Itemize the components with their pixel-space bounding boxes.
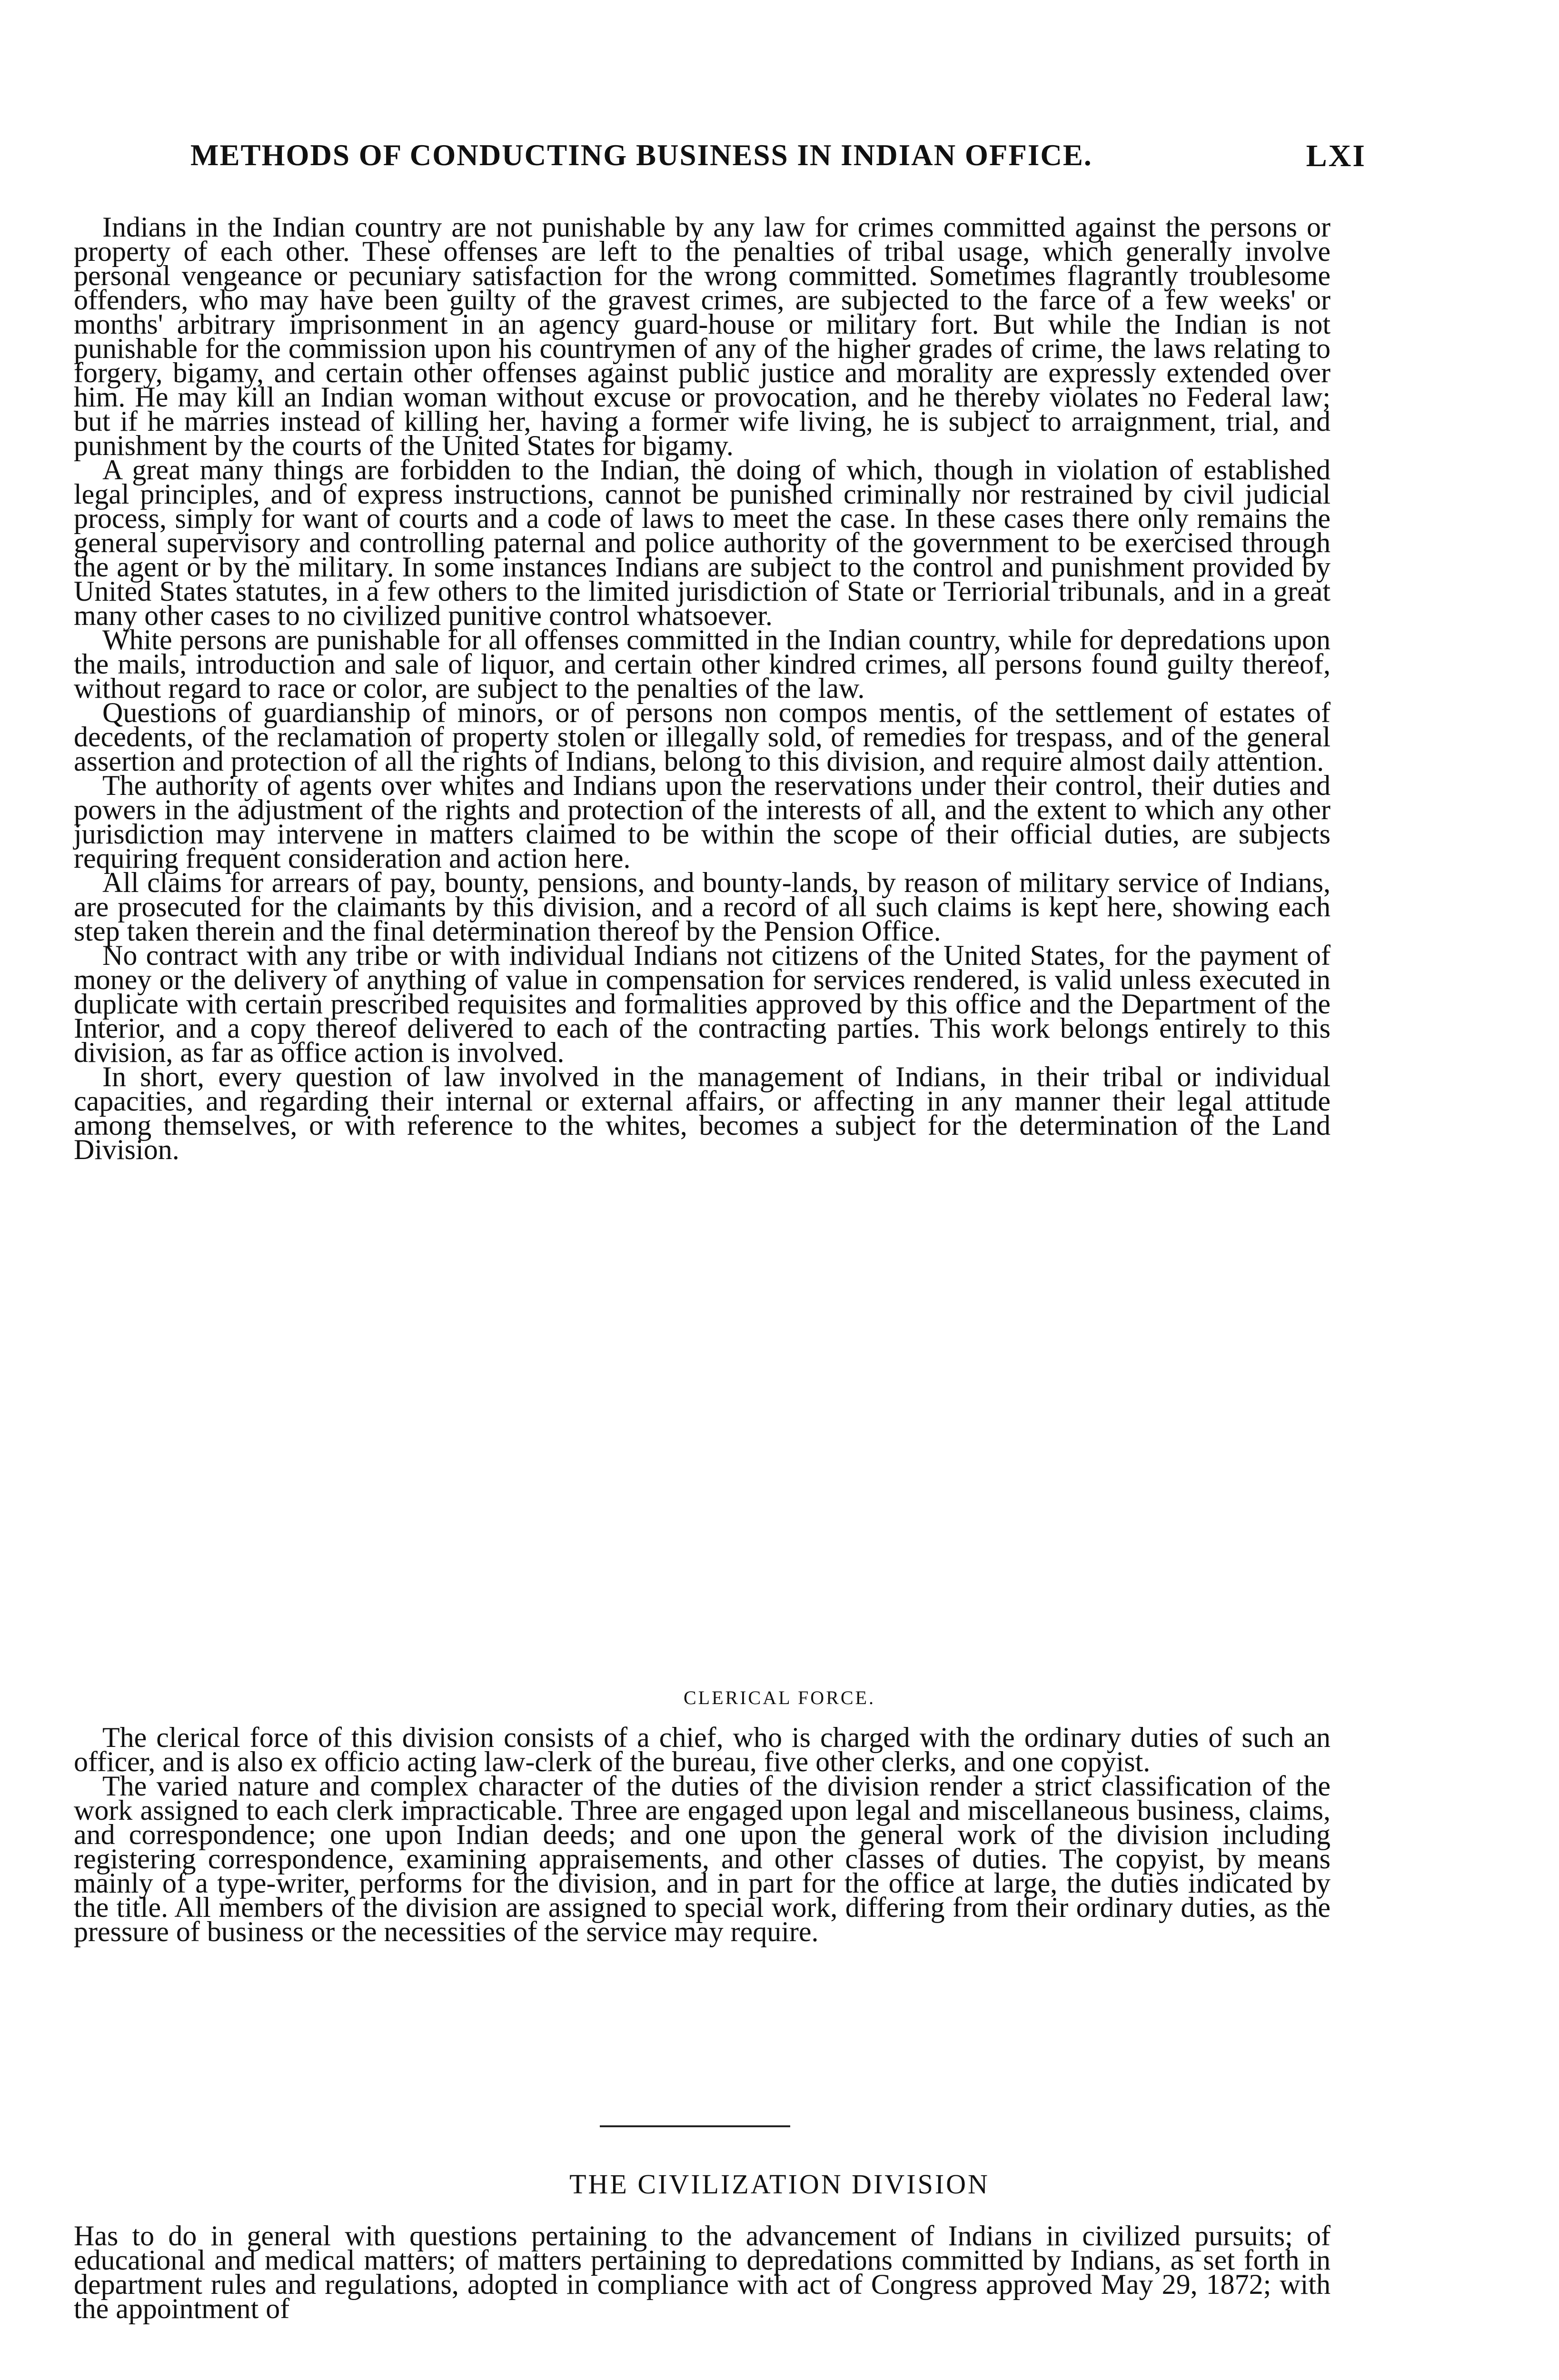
paragraph: All claims for arrears of pay, bounty, pensions, and bounty-lands, by reason of military service of Indians, are prosecuted for the claimants by this division, and a record of all such claims is kept here, showing each step taken therein and the final determination thereof by the Pension Office. (74, 867, 1331, 947)
paragraph: Indians in the Indian country are not punishable by any law for crimes committed against the persons or property of each other. These offenses are left to the penalties of tribal usage, which generally involve personal vengeance or pecuniary satisfaction for the wrong committed. Sometimes flagrantly troublesome offenders, who may have been guilty of the gravest crimes, are subjected to the farce of a few weeks' or months' arbitrary imprisonment in an agency guard-house or military fort. But while the Indian is not punishable for the commission upon his countrymen of any of the higher grades of crime, the laws relating to forgery, bigamy, and certain other offenses against public justice and morality are expressly extended over him. He may kill an Indian woman without excuse or provocation, and he thereby violates no Federal law; but if he marries instead of killing her, having a former wife living, he is subject to arraignment, trial, and punishment by the courts of the United States for bigamy. (74, 211, 1331, 461)
clerical-text-block (74, 1722, 1331, 1947)
civilization-text-block (74, 2220, 1331, 2324)
paragraph: Questions of guardianship of minors, or of persons non compos mentis, of the settlement of estates of decedents, of the reclamation of property stolen or illegally sold, of remedies for trespass, and of the general assertion and protection of all the rights of Indians, belong to this division, and require almost daily attention. (74, 697, 1331, 777)
header-title: METHODS OF CONDUCTING BUSINESS IN INDIAN OFFICE. (190, 139, 1092, 172)
paragraph: In short, every question of law involved in the management of Indians, in their tribal or individual capacities, and regarding their internal or external affairs, or affecting in any manner their legal attitude among themselves, or with reference to the whites, becomes a subject for the determination of the Land Division. (74, 1061, 1331, 1165)
paragraph: The authority of agents over whites and Indians upon the reservations under their control, their duties and powers in the adjustment of the rights and protection of the interests of all, and the extent to which any other jurisdiction may intervene in matters claimed to be within the scope of their official duties, are subjects requiring frequent consideration and action here. (74, 770, 1331, 874)
paragraph: The clerical force of this division consists of a chief, who is charged with the ordinary duties of such an officer, and is also ex officio acting law-clerk of the bureau, five other clerks, and one copyist. (74, 1722, 1331, 1777)
paragraph: White persons are punishable for all offenses committed in the Indian country, while for depredations upon the mails, introduction and sale of liquor, and certain other kindred crimes, all persons found guilty thereof, without regard to race or color, are subject to the penalties of the law. (74, 624, 1331, 704)
paragraph: Has to do in general with questions pertaining to the advancement of Indians in civilized pursuits; of educational and medical matters; of matters pertaining to depredations committed by Indians, as set forth in department rules and regulations, adopted in compliance with act of Congress approved May 29, 1872; with the appointment of (74, 2220, 1331, 2324)
civilization-division-heading: THE CIVILIZATION DIVISION (569, 2169, 990, 2200)
main-text-block (74, 211, 1331, 1165)
paragraph: The varied nature and complex character of the duties of the division render a strict classification of the work assigned to each clerk impracticable. Three are engaged upon legal and miscellaneous business, claims, and correspondence; one upon Indian deeds; and one upon the general work of the division including registering correspondence, examining appraisements, and other classes of duties. The copyist, by means mainly of a type-writer, performs for the division, and in part for the office at large, the duties indicated by the title. All members of the division are assigned to special work, differing from their ordinary duties, as the pressure of business or the necessities of the service may require. (74, 1770, 1331, 1947)
clerical-force-heading: CLERICAL FORCE. (684, 1687, 875, 1708)
running-header (190, 138, 1366, 181)
paragraph: A great many things are forbidden to the Indian, the doing of which, though in violation of established legal principles, and of express instructions, cannot be punished criminally nor restrained by civil judicial process, simply for want of courts and a code of laws to meet the case. In these cases there only remains the general supervisory and controlling paternal and police authority of the government to be exercised through the agent or by the military. In some instances Indians are subject to the control and punishment provided by United States statutes, in a few others to the limited jurisdiction of State or Terriorial tribunals, and in a great many other cases to no civilized punitive control whatsoever. (74, 454, 1331, 631)
page-number: LXI (1306, 139, 1366, 173)
paragraph: No contract with any tribe or with individual Indians not citizens of the United States, for the payment of money or the delivery of anything of value in compensation for services rendered, is valid unless executed in duplicate with certain prescribed requisites and formalities approved by this office and the Department of the Interior, and a copy thereof delivered to each of the contracting parties. This work belongs entirely to this division, as far as office action is involved. (74, 940, 1331, 1068)
section-divider (600, 2125, 790, 2127)
